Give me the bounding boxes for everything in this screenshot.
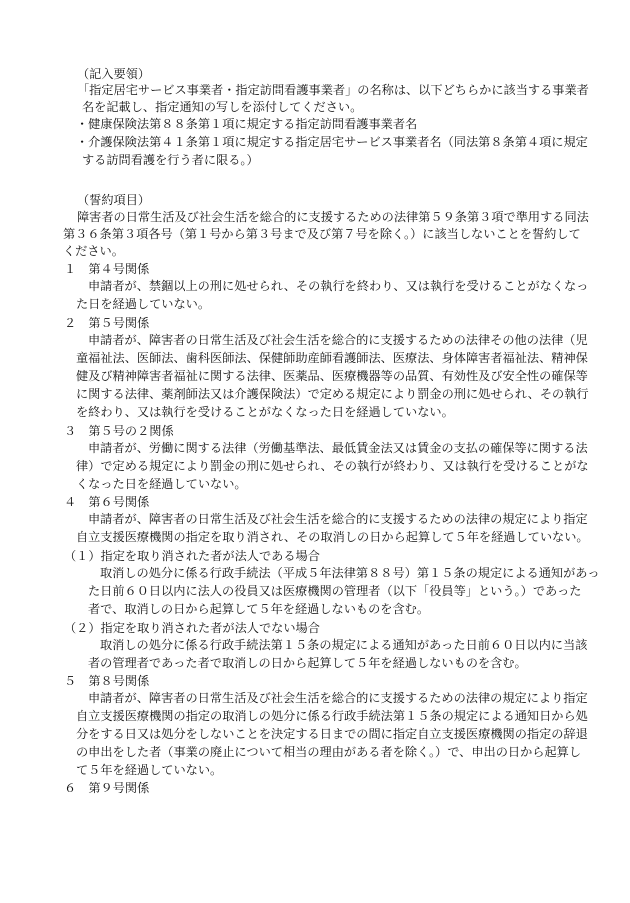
- item-line: 律）で定める規定により罰金の刑に処せられ、その執行が終わり、又は執行を受けることがな: [76, 459, 589, 473]
- item-title: ３ 第５号の２関係: [64, 424, 174, 438]
- subitem-line: 取消しの処分に係る行政手続法（平成５年法律第８８号）第１５条の規定による通知があっ: [100, 566, 600, 580]
- item-line: 申請者が、障害者の日常生活及び社会生活を総合的に支援するための法律の規定により指定: [88, 691, 588, 705]
- pledge-intro-line: ください。: [63, 244, 124, 258]
- item-line: て５年を経過していない。: [76, 763, 223, 777]
- notes-line: 「指定居宅サービス事業者・指定訪問看護事業者」の名称は、以下どちらかに該当する事業者: [77, 83, 589, 97]
- notes-line: 名を記載し、指定通知の写しを添付してください。: [82, 100, 363, 114]
- subitem-line: 者で、取消しの日から起算して５年を経過しないものを含む。: [88, 602, 430, 616]
- item-line: 童福祉法、医師法、歯科医師法、保健師助産師看護師法、医療法、身体障害者福祉法、精神保: [76, 351, 588, 365]
- item-line: た日を経過していない。: [76, 297, 211, 311]
- pledge-intro-line: 第３６条第３項各号（第１号から第３号まで及び第７号を除く。）に該当しないことを誓約して: [63, 227, 581, 241]
- item-line: 自立支援医療機関の指定を取り消され、その取消しの日から起算して５年を経過していない。: [76, 530, 589, 544]
- item-title: １ 第４号関係: [64, 262, 150, 276]
- subitem-title: （１）指定を取り消された者が法人である場合: [64, 549, 320, 563]
- item-line: 申請者が、禁錮以上の刑に処せられ、その執行を終わり、又は執行を受けることがなくなっ: [88, 279, 589, 293]
- item-title: ２ 第５号関係: [64, 316, 150, 330]
- item-title: ６ 第９号関係: [64, 781, 150, 795]
- item-line: 申請者が、労働に関する法律（労働基準法、最低賃金法又は賃金の支払の確保等に関する法: [88, 441, 588, 455]
- item-line: 申請者が、障害者の日常生活及び社会生活を総合的に支援するための法律の規定により指定: [88, 512, 588, 526]
- item-line: 健及び精神障害者福祉に関する法律、医薬品、医療機器等の品質、有効性及び安全性の確保等: [76, 369, 588, 383]
- item-line: に関する法律、薬剤師法又は介護保険法）で定める規定により罰金の刑に処せられ、その執行: [76, 387, 589, 401]
- item-line: を終わり、又は執行を受けることがなくなった日を経過していない。: [76, 405, 454, 419]
- notes-heading: （記入要領）: [77, 67, 151, 81]
- pledge-intro-line: 障害者の日常生活及び社会生活を総合的に支援するための法律第５９条第３項で準用する同法: [77, 210, 589, 224]
- item-line: くなった日を経過していない。: [76, 477, 247, 491]
- item-line: 申請者が、障害者の日常生活及び社会生活を総合的に支援するための法律その他の法律（児: [88, 333, 588, 347]
- item-line: 自立支援医療機関の指定の取消しの処分に係る行政手続法第１５条の規定による通知日から処: [76, 709, 588, 723]
- item-title: ５ 第８号関係: [64, 674, 150, 688]
- subitem-line: 者の管理者であった者で取消しの日から起算して５年を経過しないものを含む。: [88, 656, 527, 670]
- notes-line: ・介護保険法第４１条第１項に規定する指定居宅サービス事業者名（同法第８条第４項に規定: [76, 135, 588, 149]
- notes-line: ・健康保険法第８８条第１項に規定する指定訪問看護事業者名: [76, 117, 418, 131]
- pledge-heading: （誓約項目）: [77, 193, 151, 207]
- subitem-title: （２）指定を取り消された者が法人でない場合: [64, 621, 320, 635]
- item-title: ４ 第６号関係: [64, 495, 150, 509]
- subitem-line: 取消しの処分に係る行政手続法第１５条の規定による通知があった日前６０日以内に当該: [100, 638, 588, 652]
- item-line: の申出をした者（事業の廃止について相当の理由がある者を除く。）で、申出の日から起算し: [76, 745, 582, 759]
- subitem-line: た日前６０日以内に法人の役員又は医療機関の管理者（以下「役員等」という。）であった: [88, 584, 582, 598]
- notes-line: する訪問看護を行う者に限る。）: [82, 153, 259, 167]
- item-line: 分をする日又は処分をしないことを決定する日までの間に指定自立支援医療機関の指定の辞退: [76, 727, 588, 741]
